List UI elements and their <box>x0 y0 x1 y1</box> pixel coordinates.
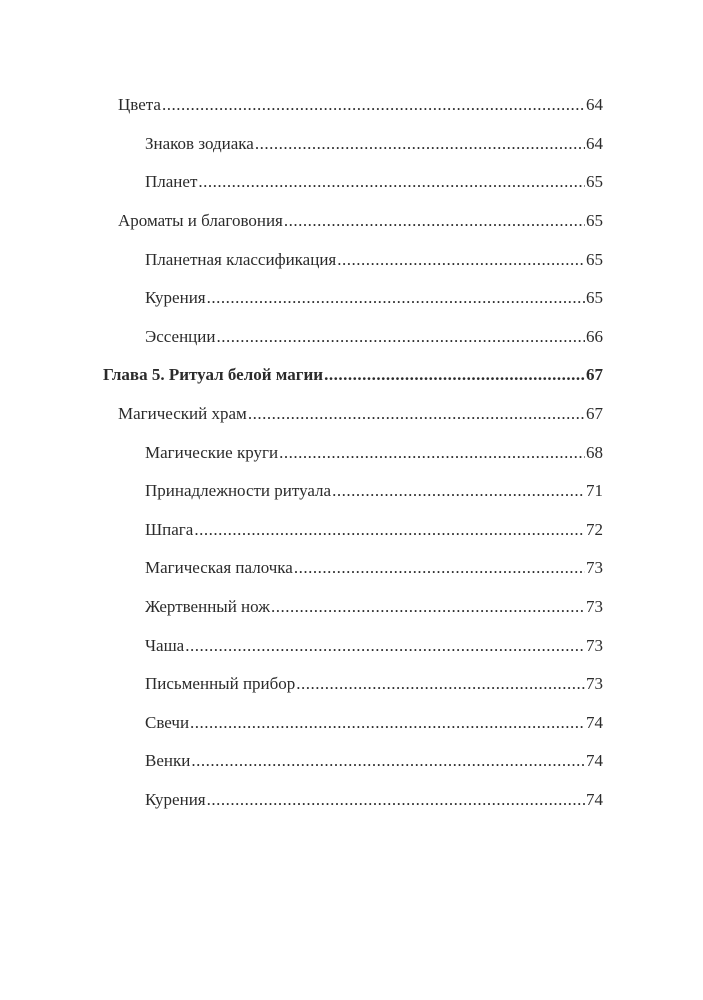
toc-entry-title: Шпага <box>145 519 194 539</box>
dot-leader <box>185 636 585 656</box>
dot-leader <box>191 751 585 771</box>
toc-entry <box>0 665 703 704</box>
toc-entry-page: 73 <box>586 635 603 655</box>
toc-entry-title: Курения <box>145 288 206 308</box>
dot-leader <box>284 211 585 231</box>
table-of-contents <box>0 86 703 819</box>
toc-entry-page: 73 <box>586 597 603 617</box>
toc-entry-page: 74 <box>586 712 603 732</box>
toc-entry-title: Письменный прибор <box>145 674 296 694</box>
toc-entry-title: Планетная классификация <box>145 249 337 269</box>
toc-entry-title: Магический храм <box>118 404 247 424</box>
dot-leader <box>255 134 585 154</box>
toc-entry-title: Знаков зодиака <box>145 133 254 153</box>
toc-entry <box>0 240 703 279</box>
toc-entry <box>0 202 703 241</box>
toc-entry-page: 73 <box>586 558 603 578</box>
dot-leader <box>279 443 585 463</box>
toc-entry-page: 71 <box>586 481 603 501</box>
toc-entry-title: Венки <box>145 751 191 771</box>
dot-leader <box>194 520 585 540</box>
dot-leader <box>207 288 585 308</box>
toc-entry-page: 67 <box>586 404 603 424</box>
dot-leader <box>296 674 585 694</box>
toc-entry-page: 65 <box>586 288 603 308</box>
toc-entry-title: Магические круги <box>145 442 279 462</box>
dot-leader <box>216 327 585 347</box>
toc-entry <box>0 279 703 318</box>
toc-entry-title: Принадлежности ритуала <box>145 481 332 501</box>
toc-entry <box>0 86 703 125</box>
toc-chapter-entry <box>0 356 703 395</box>
toc-entry-title: Чаша <box>145 635 185 655</box>
toc-chapter-title: Глава 5. Ритуал белой магии <box>103 365 324 385</box>
toc-entry-title: Планет <box>145 172 198 192</box>
toc-entry-title: Эссенции <box>145 326 216 346</box>
toc-entry <box>0 781 703 820</box>
toc-entry-title: Курения <box>145 789 206 809</box>
toc-entry-title: Свечи <box>145 712 190 732</box>
toc-entry-title: Ароматы и благовония <box>118 211 283 231</box>
toc-entry <box>0 472 703 511</box>
toc-entry-page: 68 <box>586 442 603 462</box>
toc-entry <box>0 163 703 202</box>
dot-leader <box>294 558 585 578</box>
toc-entry-page: 66 <box>586 326 603 346</box>
toc-entry <box>0 318 703 357</box>
toc-entry <box>0 588 703 627</box>
toc-entry <box>0 742 703 781</box>
dot-leader <box>198 172 585 192</box>
toc-entry <box>0 704 703 743</box>
toc-entry-page: 65 <box>586 249 603 269</box>
dot-leader <box>337 250 585 270</box>
toc-entry-title: Магическая палочка <box>145 558 293 578</box>
toc-entry <box>0 626 703 665</box>
toc-entry-page: 64 <box>586 95 603 115</box>
toc-entry <box>0 511 703 550</box>
toc-entry-title: Цвета <box>118 95 161 115</box>
toc-entry-page: 65 <box>586 211 603 231</box>
toc-entry-page: 73 <box>586 674 603 694</box>
toc-entry-page: 72 <box>586 519 603 539</box>
dot-leader <box>248 404 585 424</box>
toc-entry <box>0 395 703 434</box>
dot-leader <box>207 790 585 810</box>
dot-leader <box>332 481 585 501</box>
toc-entry-page: 67 <box>586 365 603 385</box>
dot-leader <box>190 713 585 733</box>
toc-entry <box>0 125 703 164</box>
toc-entry <box>0 433 703 472</box>
dot-leader <box>162 95 585 115</box>
toc-entry-page: 65 <box>586 172 603 192</box>
toc-entry-title: Жертвенный нож <box>145 597 270 617</box>
toc-entry-page: 74 <box>586 751 603 771</box>
dot-leader <box>271 597 585 617</box>
toc-entry-page: 74 <box>586 789 603 809</box>
toc-entry-page: 64 <box>586 133 603 153</box>
toc-entry <box>0 549 703 588</box>
dot-leader <box>324 365 585 385</box>
